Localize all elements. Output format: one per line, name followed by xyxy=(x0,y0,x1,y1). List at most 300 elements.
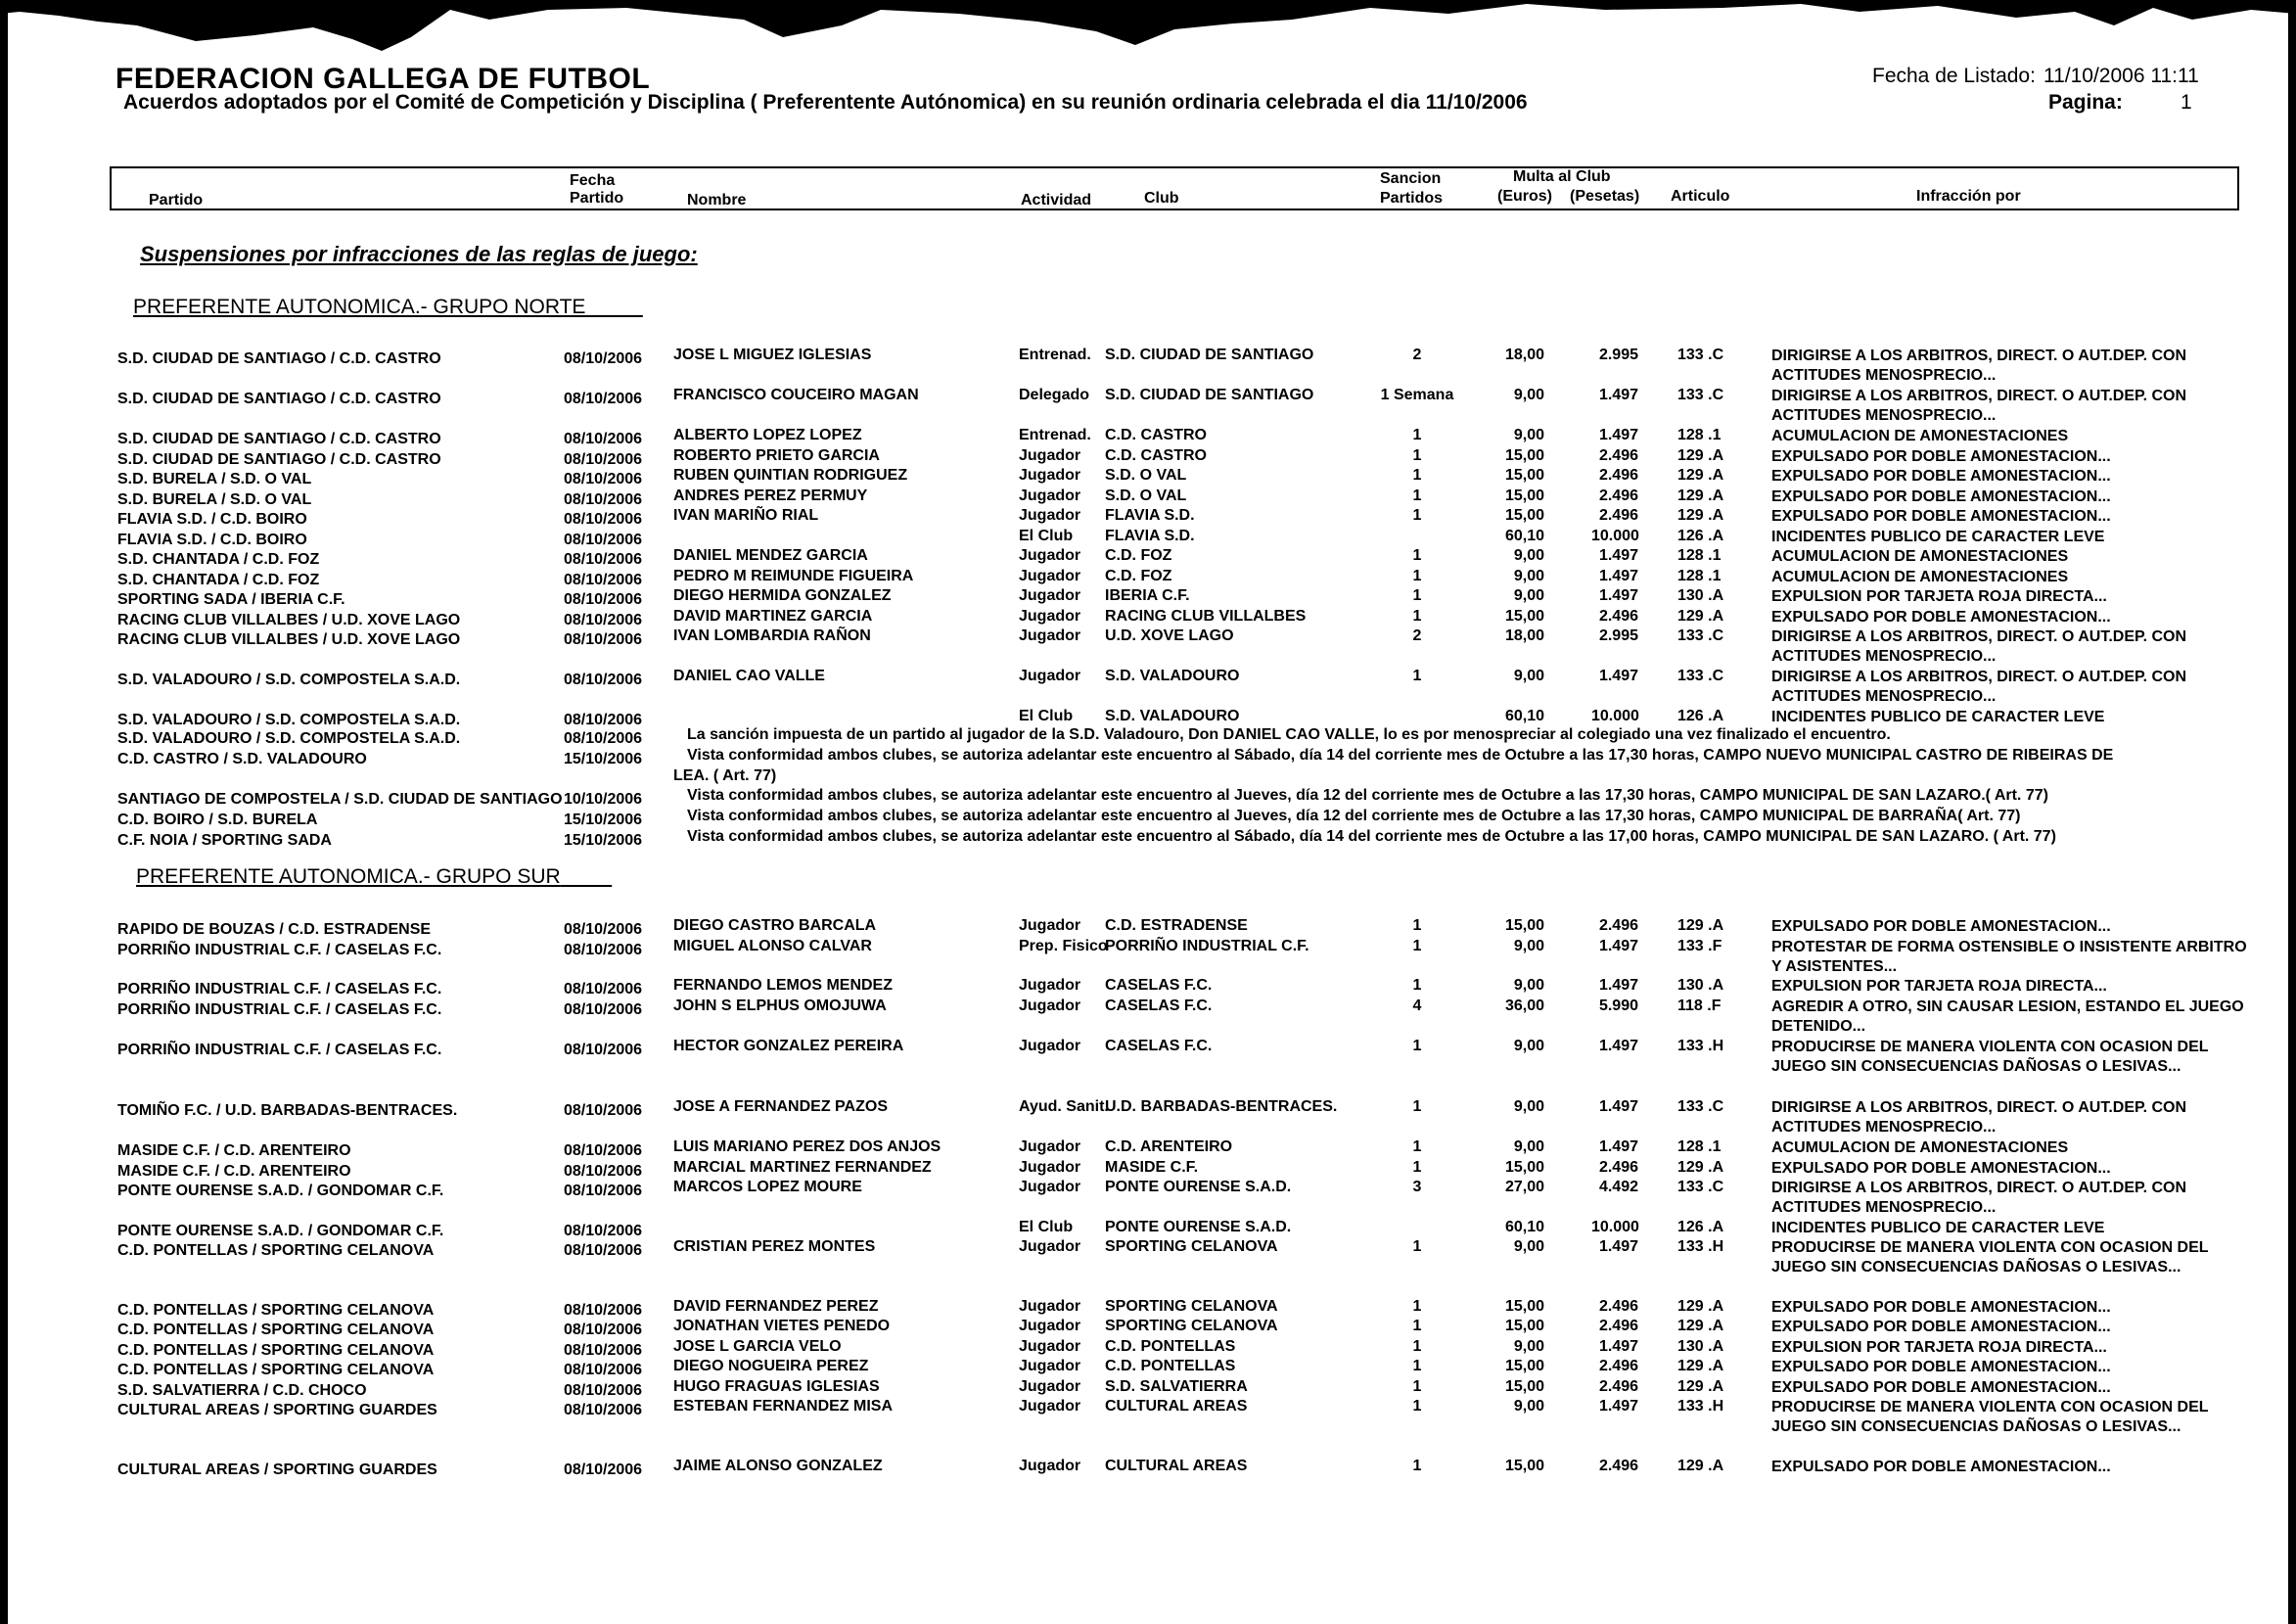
row-multa-euros: 9,00 xyxy=(1513,568,1544,584)
row-actividad: Jugador xyxy=(1019,1138,1081,1155)
row-partido: S.D. CIUDAD DE SANTIAGO / C.D. CASTRO xyxy=(117,431,441,447)
row-articulo: 133 .C xyxy=(1677,387,1724,403)
row-club: CASELAS F.C. xyxy=(1105,977,1213,994)
row-multa-pesetas: 2.496 xyxy=(1598,1298,1638,1315)
row-infraccion: EXPULSADO POR DOBLE AMONESTACION... xyxy=(1771,609,2111,626)
row-multa-pesetas: 1.497 xyxy=(1598,1338,1638,1355)
row-fecha: 08/10/2006 xyxy=(564,672,643,688)
row-club: C.D. CASTRO xyxy=(1105,427,1207,443)
row-multa-pesetas: 2.496 xyxy=(1598,467,1638,484)
row-partido: S.D. BURELA / S.D. O VAL xyxy=(117,491,312,508)
row-infraccion: EXPULSADO POR DOBLE AMONESTACION... xyxy=(1771,468,2111,485)
row-multa-pesetas: 10.000 xyxy=(1591,528,1639,544)
row-club: SPORTING CELANOVA xyxy=(1105,1318,1278,1334)
page-number xyxy=(2048,91,2192,115)
listing-date-label: Fecha de Listado: xyxy=(1872,65,2036,87)
row-multa-pesetas: 1.497 xyxy=(1598,1098,1638,1115)
listing-date-value: 11/10/2006 11:11 xyxy=(2043,65,2199,87)
col-fecha-1: Fecha xyxy=(570,172,616,189)
row-fecha: 08/10/2006 xyxy=(564,451,643,468)
group-title-sur: PREFERENTE AUTONOMICA.- GRUPO SUR xyxy=(136,865,561,888)
row-infraccion: PRODUCIRSE DE MANERA VIOLENTA CON OCASION DEL JUEGO SIN CONSECUENCIAS DAÑOSAS O LESIVAS... xyxy=(1771,1039,2209,1075)
row-fecha: 08/10/2006 xyxy=(564,1342,643,1359)
row-partido: FLAVIA S.D. / C.D. BOIRO xyxy=(117,511,307,528)
row-club: S.D. SALVATIERRA xyxy=(1105,1378,1248,1395)
row-club: U.D. XOVE LAGO xyxy=(1105,627,1234,644)
row-club: S.D. VALADOURO xyxy=(1105,668,1240,684)
note-text: Vista conformidad ambos clubes, se autoriza adelantar este encuentro al Jueves, día 12 del corriente mes de Octubre a las 17,30 horas, CAMPO MUNICIPAL DE BARRAÑA( Art. 77) xyxy=(687,808,2021,824)
row-club: C.D. CASTRO xyxy=(1105,447,1207,464)
row-partido: TOMIÑO F.C. / U.D. BARBADAS-BENTRACES. xyxy=(117,1102,458,1119)
note-fecha: 15/10/2006 xyxy=(564,832,643,849)
row-infraccion: EXPULSADO POR DOBLE AMONESTACION... xyxy=(1771,1160,2111,1177)
col-sancion-2: Partidos xyxy=(1380,190,1444,207)
row-club: RACING CLUB VILLALBES xyxy=(1105,608,1307,625)
row-infraccion: DIRIGIRSE A LOS ARBITROS, DIRECT. O AUT.DEP. CON ACTITUDES MENOSPRECIO... xyxy=(1771,348,2187,384)
row-club: S.D. CIUDAD DE SANTIAGO xyxy=(1105,387,1314,403)
row-club: MASIDE C.F. xyxy=(1105,1159,1199,1176)
note-fecha: 15/10/2006 xyxy=(564,812,643,828)
row-multa-euros: 9,00 xyxy=(1513,587,1544,604)
row-actividad: Jugador xyxy=(1019,917,1081,934)
row-fecha: 08/10/2006 xyxy=(564,1362,643,1378)
table-row: S.D. CHANTADA / C.D. FOZ 08/10/2006 DANIEL MENDEZ GARCIA Jugador C.D. FOZ 1 9,00 1.497 128 .1 ACUMULACION DE AMONESTACIONES xyxy=(0,547,2296,586)
row-club: CULTURAL AREAS xyxy=(1105,1458,1248,1474)
row-multa-euros: 15,00 xyxy=(1504,917,1544,934)
row-fecha: 08/10/2006 xyxy=(564,1402,643,1418)
row-multa-euros: 15,00 xyxy=(1504,467,1544,484)
table-row: S.D. CHANTADA / C.D. FOZ 08/10/2006 PEDRO M REIMUNDE FIGUEIRA Jugador C.D. FOZ 1 9,00 1.497 128 .1 ACUMULACION DE AMONESTACIONES xyxy=(0,568,2296,607)
row-actividad: Jugador xyxy=(1019,1358,1081,1374)
row-partido: C.D. PONTELLAS / SPORTING CELANOVA xyxy=(117,1342,435,1359)
row-fecha: 08/10/2006 xyxy=(564,591,643,608)
row-infraccion: EXPULSADO POR DOBLE AMONESTACION... xyxy=(1771,1459,2111,1475)
row-actividad: Jugador xyxy=(1019,1179,1081,1195)
row-club: CASELAS F.C. xyxy=(1105,1038,1213,1054)
table-row: C.D. PONTELLAS / SPORTING CELANOVA 08/10/2006 JOSE L GARCIA VELO Jugador C.D. PONTELLAS 1 9,00 1.497 130 .A EXPULSION POR TARJETA ROJA DIRECTA... xyxy=(0,1338,2296,1377)
row-fecha: 08/10/2006 xyxy=(564,1242,643,1259)
row-articulo: 130 .A xyxy=(1677,587,1724,604)
row-infraccion: EXPULSION POR TARJETA ROJA DIRECTA... xyxy=(1771,978,2107,995)
row-club: C.D. PONTELLAS xyxy=(1105,1338,1236,1355)
row-nombre: CRISTIAN PEREZ MONTES xyxy=(673,1238,876,1255)
document-title: FEDERACION GALLEGA DE FUTBOL xyxy=(115,63,651,95)
row-actividad: Ayud. Sanit. xyxy=(1019,1098,1109,1115)
row-partido: S.D. VALADOURO / S.D. COMPOSTELA S.A.D. xyxy=(117,672,461,688)
table-row: PORRIÑO INDUSTRIAL C.F. / CASELAS F.C. 08/10/2006 JOHN S ELPHUS OMOJUWA Jugador CASELAS F.C. 4 36,00 5.990 118 .F AGREDIR A OTRO, SIN CAUSAR LESION, ESTANDO EL JUEGO DETENIDO... xyxy=(0,998,2296,1037)
row-partido: RACING CLUB VILLALBES / U.D. XOVE LAGO xyxy=(117,612,461,628)
row-actividad: Jugador xyxy=(1019,1378,1081,1395)
row-club: CULTURAL AREAS xyxy=(1105,1398,1248,1415)
row-partido: RAPIDO DE BOUZAS / C.D. ESTRADENSE xyxy=(117,921,432,938)
row-partido: S.D. CIUDAD DE SANTIAGO / C.D. CASTRO xyxy=(117,391,441,407)
row-multa-pesetas: 2.496 xyxy=(1598,1458,1638,1474)
row-nombre: JOSE L MIGUEZ IGLESIAS xyxy=(673,347,872,363)
row-partido: S.D. CHANTADA / C.D. FOZ xyxy=(117,572,320,588)
row-articulo: 128 .1 xyxy=(1677,547,1722,564)
table-row: S.D. BURELA / S.D. O VAL 08/10/2006 ANDRES PEREZ PERMUY Jugador S.D. O VAL 1 15,00 2.496 129 .A EXPULSADO POR DOBLE AMONESTACION... xyxy=(0,487,2296,527)
row-articulo: 130 .A xyxy=(1677,1338,1724,1355)
row-multa-euros: 9,00 xyxy=(1513,547,1544,564)
row-multa-euros: 15,00 xyxy=(1504,1159,1544,1176)
col-articulo: Articulo xyxy=(1671,188,1730,205)
row-infraccion: ACUMULACION DE AMONESTACIONES xyxy=(1771,1139,2069,1156)
row-nombre: DAVID MARTINEZ GARCIA xyxy=(673,608,873,625)
section-title: Suspensiones por infracciones de las reglas de juego: xyxy=(140,242,698,266)
row-actividad: Prep. Fisico xyxy=(1019,938,1108,954)
row-club: PONTE OURENSE S.A.D. xyxy=(1105,1179,1292,1195)
row-actividad: Jugador xyxy=(1019,507,1081,524)
note-partido: S.D. VALADOURO / S.D. COMPOSTELA S.A.D. xyxy=(117,730,461,747)
row-multa-pesetas: 1.497 xyxy=(1598,668,1638,684)
row-articulo: 129 .A xyxy=(1677,1378,1724,1395)
row-partido: PORRIÑO INDUSTRIAL C.F. / CASELAS F.C. xyxy=(117,981,442,998)
table-row: PONTE OURENSE S.A.D. / GONDOMAR C.F. 08/10/2006 MARCOS LOPEZ MOURE Jugador PONTE OURENSE S.A.D. 3 27,00 4.492 133 .C DIRIGIRSE A LOS ARBITROS, DIRECT. O AUT.DEP. CON ACTITUDES MENOSPRECIO... xyxy=(0,1179,2296,1218)
row-fecha: 08/10/2006 xyxy=(564,471,643,487)
row-multa-pesetas: 1.497 xyxy=(1598,427,1638,443)
row-multa-pesetas: 2.496 xyxy=(1598,1358,1638,1374)
row-club: CASELAS F.C. xyxy=(1105,998,1213,1014)
table-row: FLAVIA S.D. / C.D. BOIRO 08/10/2006 IVAN MARIÑO RIAL Jugador FLAVIA S.D. 1 15,00 2.496 129 .A EXPULSADO POR DOBLE AMONESTACION... xyxy=(0,507,2296,546)
note-partido: C.D. BOIRO / S.D. BURELA xyxy=(117,812,318,828)
note-text: Vista conformidad ambos clubes, se autoriza adelantar este encuentro al Sábado, día 14 del corriente mes de Octubre a las 17,30 horas, CAMPO NUEVO MUNICIPAL CASTRO DE RIBEIRAS DE xyxy=(687,747,2114,764)
row-infraccion: AGREDIR A OTRO, SIN CAUSAR LESION, ESTANDO EL JUEGO DETENIDO... xyxy=(1771,998,2244,1035)
table-row: S.D. BURELA / S.D. O VAL 08/10/2006 RUBEN QUINTIAN RODRIGUEZ Jugador S.D. O VAL 1 15,00 2.496 129 .A EXPULSADO POR DOBLE AMONESTACION... xyxy=(0,467,2296,506)
row-actividad: Jugador xyxy=(1019,1318,1081,1334)
row-fecha: 08/10/2006 xyxy=(564,1102,643,1119)
note-fecha: 15/10/2006 xyxy=(564,751,643,767)
row-club: U.D. BARBADAS-BENTRACES. xyxy=(1105,1098,1338,1115)
row-articulo: 129 .A xyxy=(1677,507,1724,524)
row-infraccion: EXPULSION POR TARJETA ROJA DIRECTA... xyxy=(1771,1339,2107,1356)
row-partido: C.D. PONTELLAS / SPORTING CELANOVA xyxy=(117,1322,435,1338)
row-fecha: 08/10/2006 xyxy=(564,1382,643,1399)
row-nombre: DANIEL CAO VALLE xyxy=(673,668,825,684)
row-nombre: DANIEL MENDEZ GARCIA xyxy=(673,547,868,564)
row-fecha: 08/10/2006 xyxy=(564,532,643,548)
row-infraccion: DIRIGIRSE A LOS ARBITROS, DIRECT. O AUT.DEP. CON ACTITUDES MENOSPRECIO... xyxy=(1771,388,2187,424)
row-actividad: Jugador xyxy=(1019,1159,1081,1176)
row-articulo: 129 .A xyxy=(1677,1318,1724,1334)
note-partido: C.F. NOIA / SPORTING SADA xyxy=(117,832,332,849)
row-fecha: 08/10/2006 xyxy=(564,1142,643,1159)
row-nombre: JONATHAN VIETES PENEDO xyxy=(673,1318,891,1334)
row-actividad: Jugador xyxy=(1019,1398,1081,1415)
row-nombre: JAIME ALONSO GONZALEZ xyxy=(673,1458,883,1474)
row-fecha: 08/10/2006 xyxy=(564,551,643,568)
row-multa-pesetas: 2.496 xyxy=(1598,1159,1638,1176)
row-articulo: 126 .A xyxy=(1677,1219,1724,1235)
row-actividad: Jugador xyxy=(1019,467,1081,484)
row-multa-pesetas: 1.497 xyxy=(1598,977,1638,994)
row-infraccion: ACUMULACION DE AMONESTACIONES xyxy=(1771,428,2069,444)
row-infraccion: ACUMULACION DE AMONESTACIONES xyxy=(1771,548,2069,565)
row-multa-pesetas: 2.496 xyxy=(1598,487,1638,504)
table-row: C.D. PONTELLAS / SPORTING CELANOVA 08/10/2006 DAVID FERNANDEZ PEREZ Jugador SPORTING CELANOVA 1 15,00 2.496 129 .A EXPULSADO POR DOBLE AMONESTACION... xyxy=(0,1298,2296,1337)
row-partido: PORRIÑO INDUSTRIAL C.F. / CASELAS F.C. xyxy=(117,942,442,958)
row-multa-euros: 15,00 xyxy=(1504,447,1544,464)
row-fecha: 08/10/2006 xyxy=(564,572,643,588)
row-articulo: 128 .1 xyxy=(1677,427,1722,443)
row-multa-pesetas: 1.497 xyxy=(1598,1038,1638,1054)
row-infraccion: DIRIGIRSE A LOS ARBITROS, DIRECT. O AUT.DEP. CON ACTITUDES MENOSPRECIO... xyxy=(1771,1099,2187,1136)
row-actividad: Jugador xyxy=(1019,668,1081,684)
row-nombre: MARCIAL MARTINEZ FERNANDEZ xyxy=(673,1159,932,1176)
row-multa-euros: 60,10 xyxy=(1504,708,1544,724)
row-infraccion: EXPULSADO POR DOBLE AMONESTACION... xyxy=(1771,1379,2111,1396)
row-infraccion: EXPULSADO POR DOBLE AMONESTACION... xyxy=(1771,1299,2111,1316)
row-multa-euros: 9,00 xyxy=(1513,1238,1544,1255)
table-row: MASIDE C.F. / C.D. ARENTEIRO 08/10/2006 LUIS MARIANO PEREZ DOS ANJOS Jugador C.D. ARENTEIRO 1 9,00 1.497 128 .1 ACUMULACION DE AMONESTACIONES xyxy=(0,1138,2296,1178)
row-multa-pesetas: 2.496 xyxy=(1598,447,1638,464)
col-club: Club xyxy=(1144,190,1179,207)
row-actividad: Jugador xyxy=(1019,1238,1081,1255)
row-club: IBERIA C.F. xyxy=(1105,587,1190,604)
row-articulo: 129 .A xyxy=(1677,917,1724,934)
row-infraccion: EXPULSADO POR DOBLE AMONESTACION... xyxy=(1771,448,2111,465)
row-actividad: El Club xyxy=(1019,708,1074,724)
row-actividad: Jugador xyxy=(1019,1338,1081,1355)
row-infraccion: EXPULSADO POR DOBLE AMONESTACION... xyxy=(1771,508,2111,525)
row-articulo: 129 .A xyxy=(1677,1298,1724,1315)
note-partido: SANTIAGO DE COMPOSTELA / S.D. CIUDAD DE SANTIAGO xyxy=(117,791,563,808)
row-partido: PONTE OURENSE S.A.D. / GONDOMAR C.F. xyxy=(117,1183,444,1199)
row-actividad: Entrenad. xyxy=(1019,347,1091,363)
row-articulo: 126 .A xyxy=(1677,528,1724,544)
row-fecha: 08/10/2006 xyxy=(564,1183,643,1199)
row-partido: S.D. BURELA / S.D. O VAL xyxy=(117,471,312,487)
row-partido: MASIDE C.F. / C.D. ARENTEIRO xyxy=(117,1163,351,1180)
row-multa-pesetas: 1.497 xyxy=(1598,938,1638,954)
row-infraccion: INCIDENTES PUBLICO DE CARACTER LEVE xyxy=(1771,1220,2105,1236)
listing-date xyxy=(1872,65,2199,88)
row-nombre: ANDRES PEREZ PERMUY xyxy=(673,487,868,504)
page-number-label: Pagina: xyxy=(2048,91,2123,114)
row-actividad: El Club xyxy=(1019,1219,1074,1235)
row-actividad: Jugador xyxy=(1019,487,1081,504)
row-actividad: Jugador xyxy=(1019,1298,1081,1315)
row-multa-euros: 15,00 xyxy=(1504,608,1544,625)
col-infraccion: Infracción por xyxy=(1916,188,2021,205)
row-fecha: 08/10/2006 xyxy=(564,431,643,447)
row-multa-pesetas: 1.497 xyxy=(1598,1398,1638,1415)
row-nombre: PEDRO M REIMUNDE FIGUEIRA xyxy=(673,568,914,584)
row-infraccion: EXPULSADO POR DOBLE AMONESTACION... xyxy=(1771,918,2111,935)
row-multa-euros: 15,00 xyxy=(1504,1358,1544,1374)
row-fecha: 08/10/2006 xyxy=(564,391,643,407)
row-articulo: 126 .A xyxy=(1677,708,1724,724)
note-partido: C.D. CASTRO / S.D. VALADOURO xyxy=(117,751,367,767)
table-row: TOMIÑO F.C. / U.D. BARBADAS-BENTRACES. 08/10/2006 JOSE A FERNANDEZ PAZOS Ayud. Sanit. U.D. BARBADAS-BENTRACES. 1 9,00 1.497 133 .C DIRIGIRSE A LOS ARBITROS, DIRECT. O AUT.DEP. CON ACTITUDES MENOSPRECIO... xyxy=(0,1098,2296,1137)
row-club: C.D. ARENTEIRO xyxy=(1105,1138,1233,1155)
table-row: RACING CLUB VILLALBES / U.D. XOVE LAGO 08/10/2006 DAVID MARTINEZ GARCIA Jugador RACING CLUB VILLALBES 1 15,00 2.496 129 .A EXPULSADO POR DOBLE AMONESTACION... xyxy=(0,608,2296,647)
row-nombre: JOHN S ELPHUS OMOJUWA xyxy=(673,998,887,1014)
torn-paper-edge xyxy=(0,0,2296,59)
row-multa-pesetas: 1.497 xyxy=(1598,568,1638,584)
row-nombre: DIEGO HERMIDA GONZALEZ xyxy=(673,587,892,604)
row-articulo: 133 .H xyxy=(1677,1038,1724,1054)
row-articulo: 133 .C xyxy=(1677,1098,1724,1115)
row-nombre: DIEGO CASTRO BARCALA xyxy=(673,917,877,934)
row-multa-euros: 9,00 xyxy=(1513,977,1544,994)
row-multa-pesetas: 2.496 xyxy=(1598,1378,1638,1395)
col-multa: Multa al Club xyxy=(1513,168,1611,185)
row-multa-euros: 15,00 xyxy=(1504,1318,1544,1334)
row-articulo: 129 .A xyxy=(1677,1159,1724,1176)
table-row: S.D. VALADOURO / S.D. COMPOSTELA S.A.D. 08/10/2006 DANIEL CAO VALLE Jugador S.D. VALADOURO 1 9,00 1.497 133 .C DIRIGIRSE A LOS ARBITROS, DIRECT. O AUT.DEP. CON ACTITUDES MENOSPRECIO... xyxy=(0,668,2296,707)
note-text: La sanción impuesta de un partido al jugador de la S.D. Valadouro, Don DANIEL CAO VALLE, lo es por menospreciar al colegiado una vez finalizado el encuentro. xyxy=(687,726,1891,743)
row-multa-euros: 60,10 xyxy=(1504,528,1544,544)
row-actividad: Jugador xyxy=(1019,608,1081,625)
row-multa-pesetas: 2.496 xyxy=(1598,1318,1638,1334)
row-multa-euros: 15,00 xyxy=(1504,1458,1544,1474)
row-multa-euros: 60,10 xyxy=(1504,1219,1544,1235)
row-partido: CULTURAL AREAS / SPORTING GUARDES xyxy=(117,1402,437,1418)
row-multa-pesetas: 1.497 xyxy=(1598,1238,1638,1255)
row-partido: CULTURAL AREAS / SPORTING GUARDES xyxy=(117,1462,437,1478)
table-row: RAPIDO DE BOUZAS / C.D. ESTRADENSE 08/10/2006 DIEGO CASTRO BARCALA Jugador C.D. ESTRADENSE 1 15,00 2.496 129 .A EXPULSADO POR DOBLE AMONESTACION... xyxy=(0,917,2296,956)
table-row: C.D. PONTELLAS / SPORTING CELANOVA 08/10/2006 CRISTIAN PEREZ MONTES Jugador SPORTING CELANOVA 1 9,00 1.497 133 .H PRODUCIRSE DE MANERA VIOLENTA CON OCASION DEL JUEGO SIN CONSECUENCIAS DAÑOSAS O LESIVAS... xyxy=(0,1238,2296,1277)
row-fecha: 08/10/2006 xyxy=(564,511,643,528)
note-text-continued: LEA. ( Art. 77) xyxy=(673,767,777,784)
row-actividad: Jugador xyxy=(1019,627,1081,644)
row-multa-pesetas: 1.497 xyxy=(1598,587,1638,604)
row-multa-pesetas: 5.990 xyxy=(1598,998,1638,1014)
row-multa-euros: 9,00 xyxy=(1513,427,1544,443)
row-articulo: 133 .C xyxy=(1677,668,1724,684)
row-partido: PORRIÑO INDUSTRIAL C.F. / CASELAS F.C. xyxy=(117,1042,442,1058)
row-infraccion: PRODUCIRSE DE MANERA VIOLENTA CON OCASION DEL JUEGO SIN CONSECUENCIAS DAÑOSAS O LESIVAS... xyxy=(1771,1239,2209,1276)
row-infraccion: ACUMULACION DE AMONESTACIONES xyxy=(1771,569,2069,585)
row-partido: S.D. CIUDAD DE SANTIAGO / C.D. CASTRO xyxy=(117,451,441,468)
col-pesetas: (Pesetas) xyxy=(1570,188,1640,205)
row-infraccion: EXPULSADO POR DOBLE AMONESTACION... xyxy=(1771,1319,2111,1335)
row-fecha: 08/10/2006 xyxy=(564,1462,643,1478)
table-row: SPORTING SADA / IBERIA C.F. 08/10/2006 DIEGO HERMIDA GONZALEZ Jugador IBERIA C.F. 1 9,00 1.497 130 .A EXPULSION POR TARJETA ROJA DIRECTA... xyxy=(0,587,2296,626)
col-actividad: Actividad xyxy=(1021,192,1092,209)
row-multa-euros: 9,00 xyxy=(1513,1098,1544,1115)
row-fecha: 08/10/2006 xyxy=(564,921,643,938)
row-actividad: Entrenad. xyxy=(1019,427,1091,443)
row-partido: RACING CLUB VILLALBES / U.D. XOVE LAGO xyxy=(117,631,461,648)
row-articulo: 133 .F xyxy=(1677,938,1722,954)
row-fecha: 08/10/2006 xyxy=(564,1163,643,1180)
row-actividad: Jugador xyxy=(1019,998,1081,1014)
row-multa-euros: 18,00 xyxy=(1504,627,1544,644)
row-nombre: DAVID FERNANDEZ PEREZ xyxy=(673,1298,879,1315)
row-actividad: Jugador xyxy=(1019,977,1081,994)
row-nombre: RUBEN QUINTIAN RODRIGUEZ xyxy=(673,467,908,484)
row-fecha: 08/10/2006 xyxy=(564,350,643,367)
row-club: SPORTING CELANOVA xyxy=(1105,1298,1278,1315)
row-fecha: 08/10/2006 xyxy=(564,1001,643,1018)
row-articulo: 128 .1 xyxy=(1677,568,1722,584)
row-actividad: Jugador xyxy=(1019,447,1081,464)
note-text: Vista conformidad ambos clubes, se autoriza adelantar este encuentro al Jueves, día 12 del corriente mes de Octubre a las 17,30 horas, CAMPO MUNICIPAL DE SAN LAZARO.( Art. 77) xyxy=(687,787,2048,804)
row-fecha: 08/10/2006 xyxy=(564,981,643,998)
row-club: C.D. FOZ xyxy=(1105,547,1172,564)
table-row: C.D. PONTELLAS / SPORTING CELANOVA 08/10/2006 DIEGO NOGUEIRA PEREZ Jugador C.D. PONTELLAS 1 15,00 2.496 129 .A EXPULSADO POR DOBLE AMONESTACION... xyxy=(0,1358,2296,1397)
row-multa-euros: 36,00 xyxy=(1504,998,1544,1014)
row-nombre: FERNANDO LEMOS MENDEZ xyxy=(673,977,893,994)
row-actividad: Jugador xyxy=(1019,587,1081,604)
row-partido: MASIDE C.F. / C.D. ARENTEIRO xyxy=(117,1142,351,1159)
row-fecha: 08/10/2006 xyxy=(564,491,643,508)
table-row: C.D. PONTELLAS / SPORTING CELANOVA 08/10/2006 JONATHAN VIETES PENEDO Jugador SPORTING CELANOVA 1 15,00 2.496 129 .A EXPULSADO POR DOBLE AMONESTACION... xyxy=(0,1318,2296,1357)
row-multa-euros: 15,00 xyxy=(1504,487,1544,504)
row-partido: S.D. CHANTADA / C.D. FOZ xyxy=(117,551,320,568)
row-nombre: MIGUEL ALONSO CALVAR xyxy=(673,938,872,954)
table-row: S.D. CIUDAD DE SANTIAGO / C.D. CASTRO 08/10/2006 ALBERTO LOPEZ LOPEZ Entrenad. C.D. CASTRO 1 9,00 1.497 128 .1 ACUMULACION DE AMONESTACIONES xyxy=(0,427,2296,466)
row-multa-pesetas: 4.492 xyxy=(1598,1179,1638,1195)
row-infraccion: INCIDENTES PUBLICO DE CARACTER LEVE xyxy=(1771,709,2105,725)
col-sancion-1: Sancion xyxy=(1380,170,1442,187)
table-row: CULTURAL AREAS / SPORTING GUARDES 08/10/2006 ESTEBAN FERNANDEZ MISA Jugador CULTURAL AREAS 1 9,00 1.497 133 .H PRODUCIRSE DE MANERA VIOLENTA CON OCASION DEL JUEGO SIN CONSECUENCIAS DAÑOSAS O LESIVAS... xyxy=(0,1398,2296,1437)
row-club: FLAVIA S.D. xyxy=(1105,528,1195,544)
col-euros: (Euros) xyxy=(1497,188,1552,205)
row-articulo: 133 .C xyxy=(1677,1179,1724,1195)
row-actividad: Jugador xyxy=(1019,547,1081,564)
row-nombre: HUGO FRAGUAS IGLESIAS xyxy=(673,1378,880,1395)
row-infraccion: PROTESTAR DE FORMA OSTENSIBLE O INSISTENTE ARBITRO Y ASISTENTES... xyxy=(1771,939,2247,975)
row-club: PORRIÑO INDUSTRIAL C.F. xyxy=(1105,938,1309,954)
row-nombre: JOSE L GARCIA VELO xyxy=(673,1338,842,1355)
row-multa-euros: 9,00 xyxy=(1513,1398,1544,1415)
table-row: PORRIÑO INDUSTRIAL C.F. / CASELAS F.C. 08/10/2006 MIGUEL ALONSO CALVAR Prep. Fisico PORRIÑO INDUSTRIAL C.F. 1 9,00 1.497 133 .F PROTESTAR DE FORMA OSTENSIBLE O INSISTENTE ARBITRO Y ASISTENTES... xyxy=(0,938,2296,977)
row-multa-euros: 27,00 xyxy=(1504,1179,1544,1195)
row-multa-euros: 15,00 xyxy=(1504,507,1544,524)
row-infraccion: EXPULSION POR TARJETA ROJA DIRECTA... xyxy=(1771,588,2107,605)
row-multa-pesetas: 2.995 xyxy=(1598,347,1638,363)
note-text: Vista conformidad ambos clubes, se autoriza adelantar este encuentro al Sábado, día 14 del corriente mes de Octubre a las 17,00 horas, CAMPO MUNICIPAL DE SAN LAZARO. ( Art. 77) xyxy=(687,828,2056,845)
row-partido: S.D. CIUDAD DE SANTIAGO / C.D. CASTRO xyxy=(117,350,441,367)
row-fecha: 08/10/2006 xyxy=(564,1223,643,1239)
group-title-norte: PREFERENTE AUTONOMICA.- GRUPO NORTE xyxy=(133,296,586,318)
row-partido: C.D. PONTELLAS / SPORTING CELANOVA xyxy=(117,1302,435,1319)
row-articulo: 128 .1 xyxy=(1677,1138,1722,1155)
row-multa-euros: 15,00 xyxy=(1504,1298,1544,1315)
row-nombre: HECTOR GONZALEZ PEREIRA xyxy=(673,1038,904,1054)
row-multa-euros: 9,00 xyxy=(1513,668,1544,684)
row-articulo: 129 .A xyxy=(1677,487,1724,504)
row-infraccion: DIRIGIRSE A LOS ARBITROS, DIRECT. O AUT.DEP. CON ACTITUDES MENOSPRECIO... xyxy=(1771,669,2187,705)
col-nombre: Nombre xyxy=(687,192,747,209)
row-partido: SPORTING SADA / IBERIA C.F. xyxy=(117,591,345,608)
row-partido: S.D. SALVATIERRA / C.D. CHOCO xyxy=(117,1382,367,1399)
row-multa-pesetas: 1.497 xyxy=(1598,387,1638,403)
row-nombre: ALBERTO LOPEZ LOPEZ xyxy=(673,427,862,443)
table-row: RACING CLUB VILLALBES / U.D. XOVE LAGO 08/10/2006 IVAN LOMBARDIA RAÑON Jugador U.D. XOVE LAGO 2 18,00 2.995 133 .C DIRIGIRSE A LOS ARBITROS, DIRECT. O AUT.DEP. CON ACTITUDES MENOSPRECIO... xyxy=(0,627,2296,667)
row-club: FLAVIA S.D. xyxy=(1105,507,1195,524)
row-multa-euros: 9,00 xyxy=(1513,1138,1544,1155)
row-articulo: 130 .A xyxy=(1677,977,1724,994)
row-articulo: 133 .C xyxy=(1677,347,1724,363)
row-club: S.D. O VAL xyxy=(1105,467,1187,484)
row-multa-pesetas: 1.497 xyxy=(1598,547,1638,564)
table-row: S.D. CIUDAD DE SANTIAGO / C.D. CASTRO 08/10/2006 ROBERTO PRIETO GARCIA Jugador C.D. CASTRO 1 15,00 2.496 129 .A EXPULSADO POR DOBLE AMONESTACION... xyxy=(0,447,2296,487)
table-row: S.D. CIUDAD DE SANTIAGO / C.D. CASTRO 08/10/2006 FRANCISCO COUCEIRO MAGAN Delegado S.D. CIUDAD DE SANTIAGO 1 Semana 9,00 1.497 133 .C DIRIGIRSE A LOS ARBITROS, DIRECT. O AUT.DEP. CON ACTITUDES MENOSPRECIO... xyxy=(0,387,2296,426)
col-partido: Partido xyxy=(149,192,204,209)
document-subtitle: Acuerdos adoptados por el Comité de Competición y Disciplina ( Preferentente Autónomica) en su reunión ordinaria celebrada el dia 11/10/2006 xyxy=(123,91,1528,114)
column-header-box xyxy=(110,166,2239,210)
note-fecha: 10/10/2006 xyxy=(564,791,643,808)
row-club: C.D. FOZ xyxy=(1105,568,1172,584)
row-infraccion: DIRIGIRSE A LOS ARBITROS, DIRECT. O AUT.DEP. CON ACTITUDES MENOSPRECIO... xyxy=(1771,1180,2187,1216)
row-multa-euros: 15,00 xyxy=(1504,1378,1544,1395)
table-row: CULTURAL AREAS / SPORTING GUARDES 08/10/2006 JAIME ALONSO GONZALEZ Jugador CULTURAL AREAS 1 15,00 2.496 129 .A EXPULSADO POR DOBLE AMONESTACION... xyxy=(0,1458,2296,1497)
row-nombre: MARCOS LOPEZ MOURE xyxy=(673,1179,862,1195)
row-fecha: 08/10/2006 xyxy=(564,631,643,648)
